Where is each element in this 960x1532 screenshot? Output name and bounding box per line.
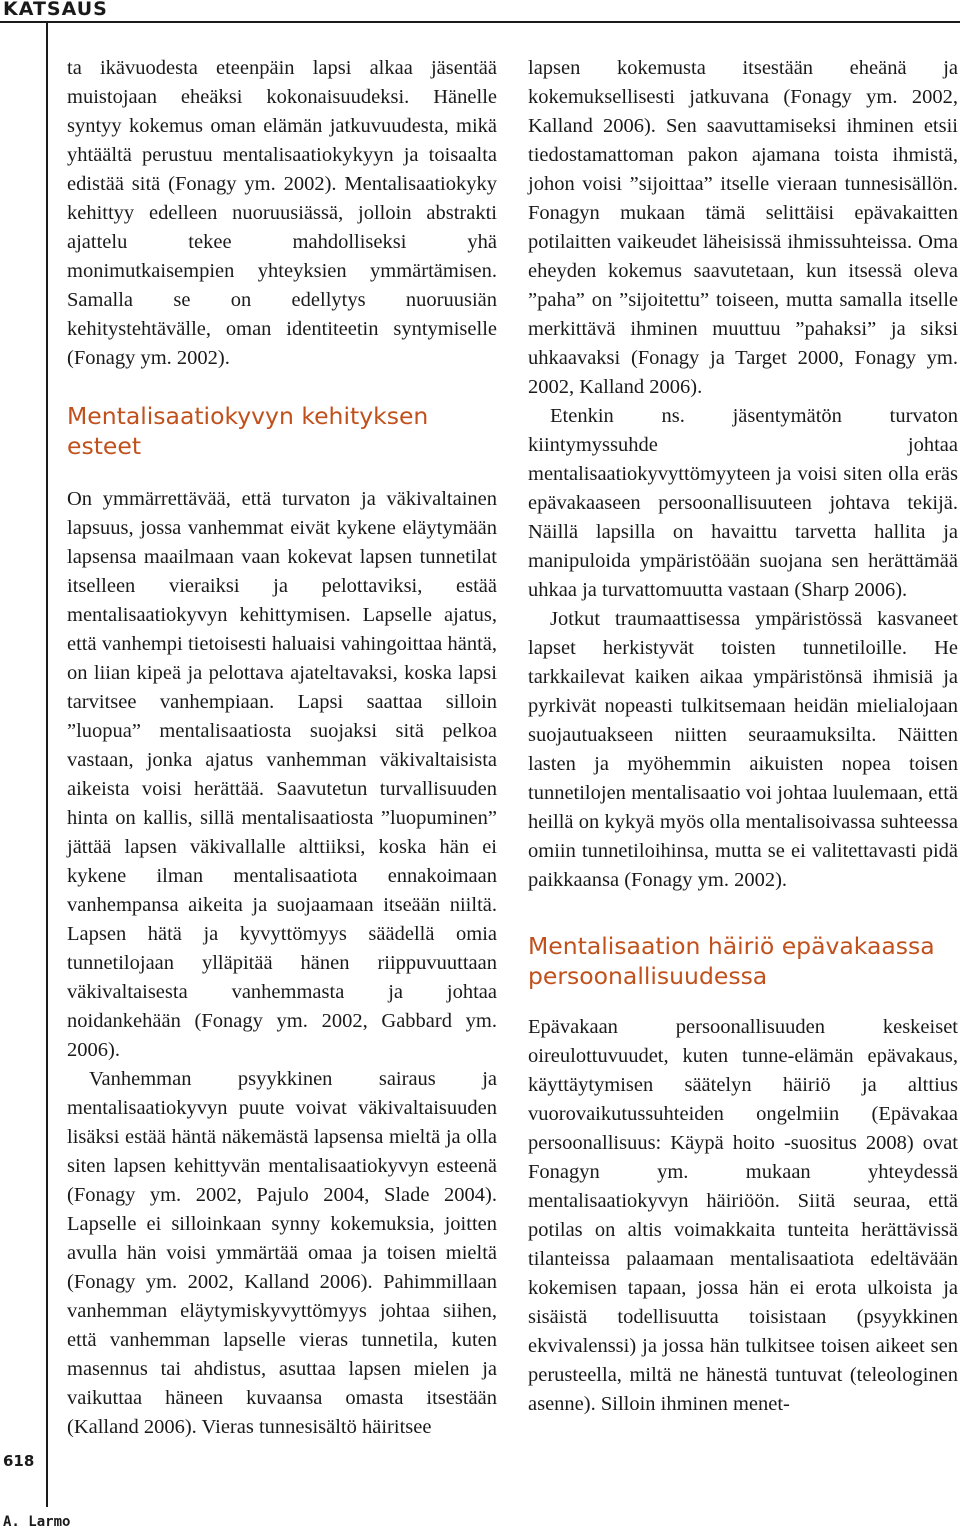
section-heading: Mentalisaatiokyvyn kehityksen esteet	[67, 402, 429, 460]
right-column	[528, 54, 958, 1419]
section-label: KATSAUS	[3, 0, 108, 20]
paragraph: Vanhemman psyykkinen sairaus ja mentalisaatiokyvyn puute voivat väkivaltaisuuden lisäksi estää häntä näkemästä lapsensa mieltä ja olla siten lapsen kehittyvän mentalisaatiokyvyn esteenä (Fonagy ym. 2002, Pajulo 2004, Slade 2004). Lapselle ei silloinkaan synny kokemuksia, joitten avulla hän voisi ymmärtää omaa ja toisen mieltä (Fonagy ym. 2002, Kalland 2006). Pahimmillaan vanhemman eläytymiskyvyttömyys johtaa siihen, että vanhemman lapselle vieras tunnetila, kuten masennus tai ahdistus, asuttaa lapsen mielen ja vaikuttaa häneen kuvaansa omasta itsestään (Kalland 2006). Vieras tunnesisältö häiritsee	[67, 1068, 497, 1438]
paragraph: Jotkut traumaattisessa ympäristössä kasvaneet lapset herkistyvät toisten tunnetiloille. He tarkkailevat kaiken aikaa ympäristönsä ihmisiä ja pyrkivät nopeasti tulkitsemaan heidän mielialojaan suojautuakseen niitten seuraamuksilta. Näitten lasten ja myöhemmin aikuisten nopea toisen tunnetilojen mentalisaatio voi johtaa luulemaan, että heillä on kykyä myös olla mentalisoivassa suhteessa omiin tunnetiloihinsa, mutta se ei valitettavasti pidä paikkaansa (Fonagy ym. 2002).	[528, 608, 958, 891]
page-number: 618	[3, 1452, 35, 1470]
margin-rule	[46, 21, 48, 1507]
section-heading: Mentalisaation häiriö epävakaassa persoonallisuudessa	[528, 932, 935, 990]
paragraph: Epävakaan persoonallisuuden keskeiset oireulottuvuudet, kuten tunne-elämän epävakaus, käyttäytymisen säätelyn häiriö ja alttius vuorovaikutussuhteiden ongelmiin (Epävakaa persoonallisuus: Käypä hoito -suositus 2008) ovat Fonagyn ym. mukaan yhteydessä mentalisaatiokyvyn häiriöön. Siitä seuraa, että potilas on altis voimakkaita tunteita herättävissä tilanteissa palaamaan mentalisaatiota edeltävään kokemisen tapaan, jossa hän ei erota ulkoista ja sisäistä todellisuutta toisistaan (psyykkinen ekvivalenssi) ja jossa hän tulkitsee toisen aikeet sen perusteella, miltä ne hänestä tuntuvat (teleologinen asenne). Silloin ihminen menet-	[528, 1016, 958, 1415]
header-rule	[0, 21, 960, 23]
paragraph: On ymmärrettävää, että turvaton ja väkivaltainen lapsuus, jossa vanhemmat eivät kykene eläytymään lapsensa maailmaan vaan kokevat lapsen tunnetilat itselleen vieraiksi ja pelottaviksi, estää mentalisaatiokyvyn kehittymisen. Lapselle ajatus, että vanhempi tietoisesti haluaisi vahingoittaa häntä, on liian kipeä ja pelottava ajateltavaksi, koska lapsi tarvitsee vanhempiaan. Lapsi saattaa silloin ”luopua” mentalisaatiosta suojaksi sitä pelkoa vastaan, jonka ajatus vanhemman väkivaltaisista aikeista voisi herättää. Saavutetun turvallisuuden hinta on kallis, sillä mentalisaatiosta ”luopuminen” jättää lapsen väkivallalle alttiiksi, koska hän ei kykene ilman mentalisaatiota ennakoimaan vanhempansa aikeita ja suojaamaan itseään niiltä. Lapsen hätä ja kyvyttömyys säädellä omia tunnetilojaan ylläpitää hänen riippuvuuttaan väkivaltaisesta vanhemmasta ja johtaa noidankehään (Fonagy ym. 2002, Gabbard ym. 2006).	[67, 488, 497, 1061]
paragraph: lapsen kokemusta itsestään eheänä ja kokemuksellisesti jatkuvana (Fonagy ym. 2002, Kalland 2006). Sen saavuttamiseksi ihminen etsii tiedostamattoman pakon ajamana toista ihmistä, johon voisi ”sijoittaa” itselle vieraan tunnesisällön. Fonagyn mukaan tämä selittäisi epävakaitten potilaitten vaikeudet läheisissä ihmissuhteissa. Oma eheyden kokemus saavutetaan, kun itsessä oleva ”paha” on ”sijoitettu” toiseen, mutta samalla itselle merkittävä ihminen muuttuu ”pahaksi” ja siksi uhkaavaksi (Fonagy ja Target 2000, Fonagy ym. 2002, Kalland 2006).	[528, 57, 958, 398]
paragraph: ta ikävuodesta eteenpäin lapsi alkaa jäsentää muistojaan eheäksi kokonaisuudeksi. Hänelle syntyy kokemus oman elämän jatkuvuudesta, mikä yhtäältä perustuu mentalisaatiokykyyn ja toisaalta edistää sitä (Fonagy ym. 2002). Mentalisaatiokyky kehittyy edelleen nuoruusiässä, jolloin abstrakti ajattelu tekee mahdolliseksi yhä monimutkaisempien yhteyksien ymmärtämisen. Samalla se on edellytys nuoruusiän kehitystehtävälle, oman identiteetin syntymiselle (Fonagy ym. 2002).	[67, 57, 497, 369]
author-name: A. Larmo	[3, 1514, 71, 1530]
paragraph: Etenkin ns. jäsentymätön turvaton kiintymyssuhde johtaa mentalisaatiokyvyttömyyteen ja voisi siten olla eräs epävakaaseen persoonallisuuteen johtava tekijä. Näillä lapsilla on havaittu tarvetta hallita ja manipuloida ympäristöään suojana sen herättämää uhkaa ja turvattomuutta vastaan (Sharp 2006).	[528, 405, 958, 601]
left-column	[67, 54, 497, 1442]
